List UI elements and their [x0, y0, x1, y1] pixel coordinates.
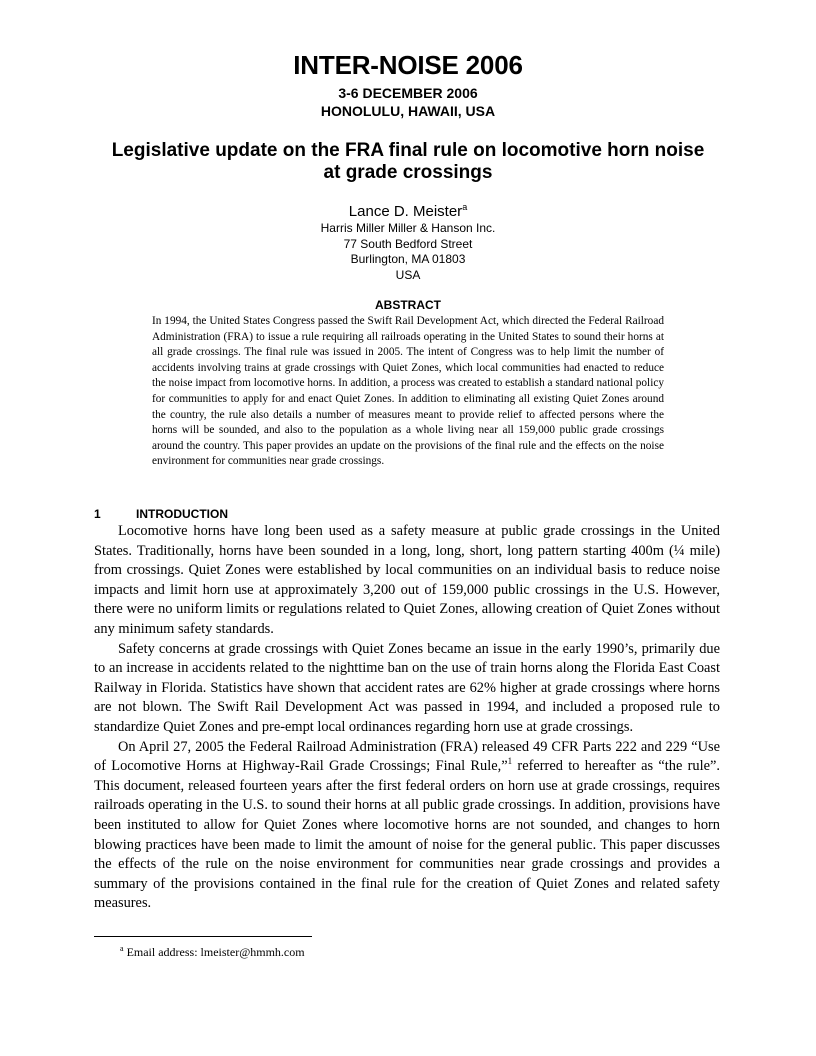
paragraph-3-part-2: referred to hereafter as “the rule”. This document, released fourteen years after the first federal orders on horn use at grade crossings, requires railroads operating in the U.S. to sound their horns at all public grade crossings. In addition, provisions have been instituted to allow for Quiet Zones where locomotive horns are not sounded, and changes to horn blowing practices have been made to limit the amount of noise for the general public. This paper discusses the effects of the rule on the noise environment for communities near grade crossings and provides a summary of the provisions contained in the final rule for the creation of Quiet Zones and related safety measures.: [94, 758, 720, 912]
footnote-marker: a: [120, 944, 124, 953]
affiliation-street: 77 South Bedford Street: [343, 236, 473, 251]
section-heading: [94, 507, 228, 521]
footnote: [120, 945, 305, 960]
conference-title: INTER-NOISE 2006: [293, 50, 523, 80]
abstract-heading: ABSTRACT: [375, 298, 441, 312]
section-title: INTRODUCTION: [136, 507, 228, 521]
abstract-text: In 1994, the United States Congress passed the Swift Rail Development Act, which directed the Federal Railroad Administration (FRA) to issue a rule requiring all railroads operating in the United States to sound their horns at all grade crossings. The final rule was issued in 2005. The intent of Congress was to help limit the number of accidents involving trains at grade crossings with Quiet Zones, which local communities had enacted to reduce the noise impact from locomotive horns. In addition, a process was created to establish a standard national policy for communities to apply for and enact Quiet Zones. In addition to eliminating all existing Quiet Zones around the country, the rule also details a number of measures meant to provide relief to affected persons where the horns will be sounded, and also to the population as a whole living near all 159,000 public grade crossings around the country. This paper provides an update on the provisions of the final rule and the effects on the noise environment for communities near grade crossings.: [152, 315, 664, 468]
affiliation-organization: Harris Miller Miller & Hanson Inc.: [320, 221, 496, 235]
conference-location: HONOLULU, HAWAII, USA: [320, 103, 496, 119]
footnote-text: Email address: lmeister@hmmh.com: [123, 945, 305, 959]
paragraph-2: Safety concerns at grade crossings with Quiet Zones became an issue in the early 1990’s, primarily due to an increase in accidents related to the nighttime ban on the use of train horns along the Florida East Coast Railway in Florida. Statistics have shown that accident rates are 62% higher at grade crossings where horns are not blown. The Swift Rail Development Act was passed in 1994, and included a proposed rule to standardize Quiet Zones and pre-empt local ordinances regarding horn use at grade crossings.: [94, 640, 720, 735]
affiliation-city: Burlington, MA 01803: [350, 252, 466, 267]
footnote-divider: [94, 936, 312, 937]
conference-dates: 3-6 DECEMBER 2006: [338, 85, 478, 101]
affiliation-country: USA: [395, 267, 421, 282]
paper-title-line-1: Legislative update on the FRA final rule on locomotive horn noise: [111, 140, 705, 161]
author-footnote-marker: a: [462, 202, 468, 212]
body-text: [94, 522, 720, 914]
author-affiliation: [0, 221, 816, 283]
paragraph-3-part-1: On April 27, 2005 the Federal Railroad Administration (FRA) released 49 CFR Parts 222 and 229 “Use of Locomotive Horns at Highway-Rail Grade Crossings; Final Rule,”: [94, 738, 720, 775]
paper-title: [60, 140, 756, 184]
reference-marker: 1: [507, 756, 513, 767]
paragraph-3: [94, 738, 720, 914]
section-number: 1: [94, 507, 101, 521]
author-name-text: Lance D. Meister: [348, 203, 463, 220]
author-name: [0, 203, 816, 220]
paper-title-line-2: at grade crossings: [323, 162, 493, 183]
paragraph-1: Locomotive horns have long been used as a safety measure at public grade crossings in the United States. Traditionally, horns have been sounded in a long, long, short, long pattern starting 400m (¼ mile) from crossings. Quiet Zones were established by local communities on an individual basis to reduce noise impacts and limit horn use at approximately 3,200 out of 159,000 public crossings in the U.S. However, there were no uniform limits or regulations related to Quiet Zones, allowing creation of Quiet Zones without any minimum safety standards.: [94, 523, 720, 637]
